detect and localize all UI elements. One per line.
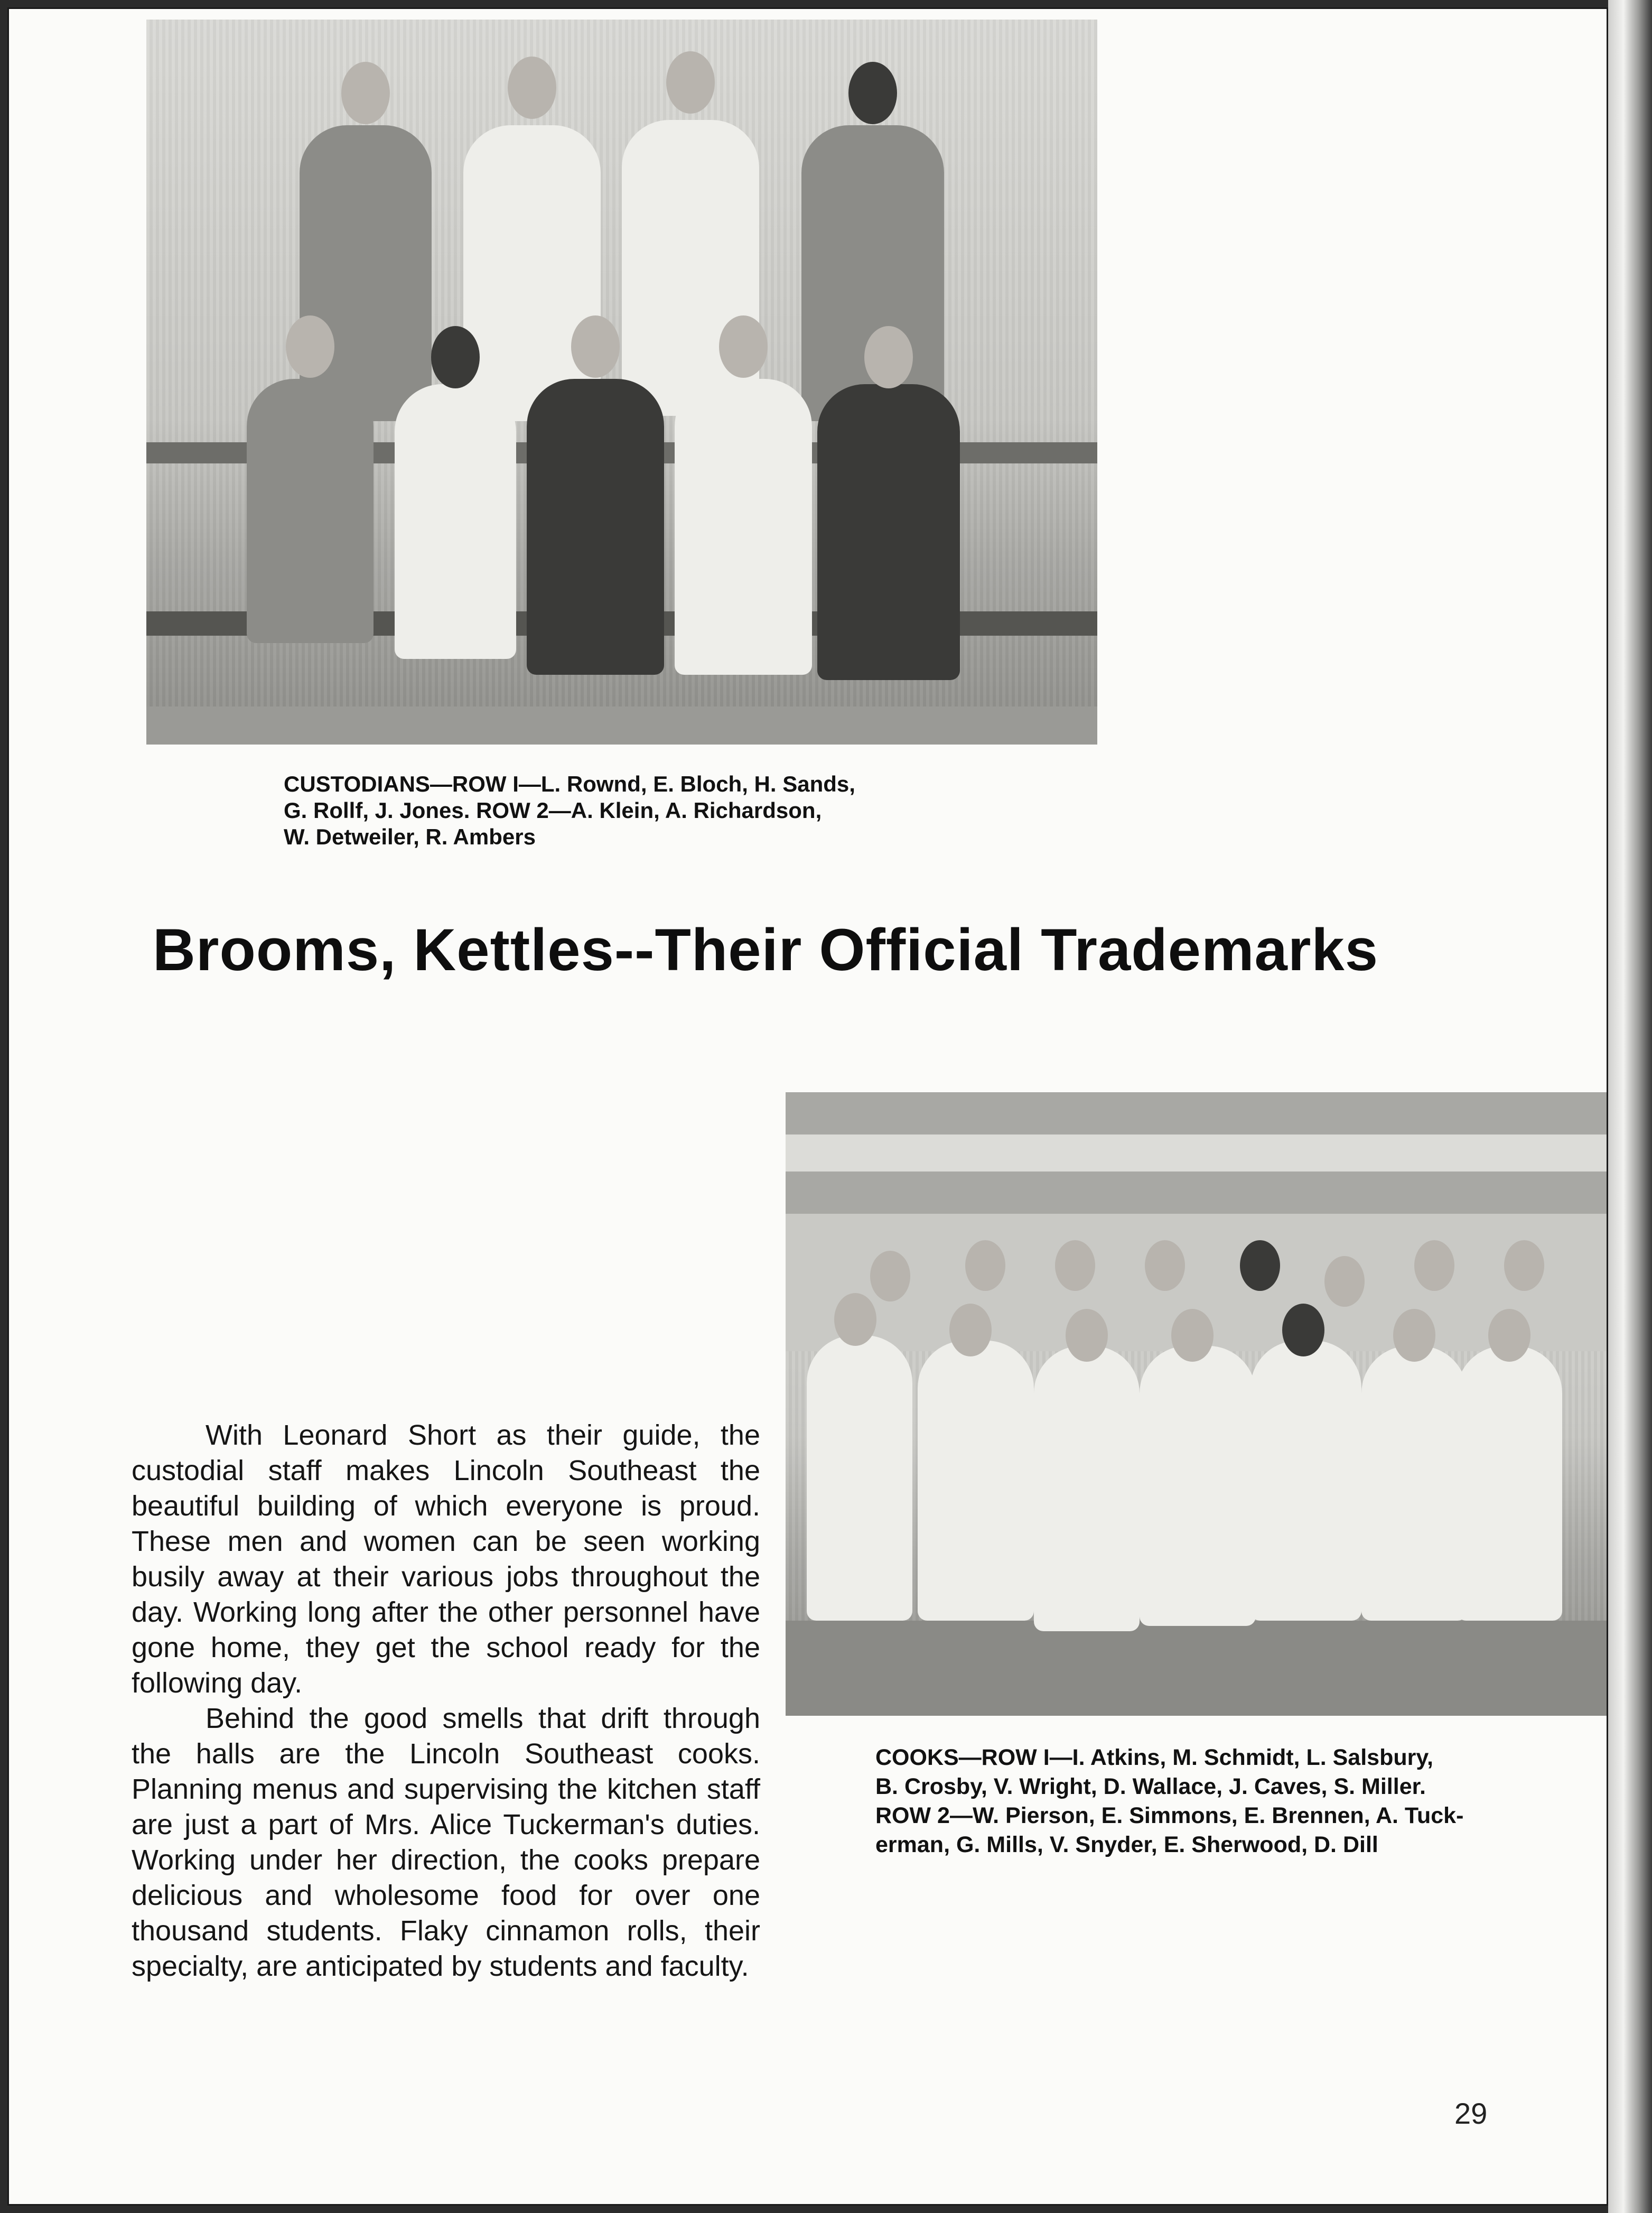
person-head	[508, 57, 556, 119]
person-figure	[1457, 1346, 1562, 1621]
article-paragraph: With Leonard Short as their guide, the custodial staff makes Lincoln Southeast the beautiful building of which everyone is proud. These men and women can be seen working busily away at their various jobs throughout the day. Working long after the other personnel have gone home, they get the school ready for the following day.	[132, 1419, 760, 1699]
person-head	[1282, 1304, 1324, 1356]
yearbook-page	[7, 7, 1608, 2206]
article-paragraph: Behind the good smells that drift through the halls are the Lincoln Southeast cooks. Planning menus and supervising the kitchen staff are just a part of Mrs. Alice Tuckerman's duties. Working under her direction, the cooks prepare delicious and wholesome food for over one thousand students. Flaky cinnamon rolls, their specialty, are anticipated by students and faculty.	[132, 1703, 760, 1982]
person-head	[834, 1293, 876, 1346]
custodians-photo	[146, 20, 1097, 745]
person-figure	[675, 379, 812, 675]
person-head	[341, 62, 390, 124]
photo-window	[786, 1135, 1608, 1171]
person-head	[571, 315, 620, 378]
cooks-caption	[875, 1743, 1463, 1859]
person-head	[1240, 1240, 1280, 1291]
person-head	[1171, 1309, 1214, 1362]
person-head	[870, 1251, 910, 1301]
person-head	[1488, 1309, 1530, 1362]
person-figure	[1361, 1346, 1467, 1621]
person-head	[1393, 1309, 1435, 1362]
person-head	[1055, 1240, 1095, 1291]
person-figure	[395, 384, 516, 659]
person-head	[1504, 1240, 1544, 1291]
person-figure	[1034, 1346, 1140, 1631]
person-head	[965, 1240, 1005, 1291]
person-head	[1145, 1240, 1185, 1291]
person-figure	[817, 384, 960, 680]
person-figure	[527, 379, 664, 675]
person-head	[1066, 1309, 1108, 1362]
person-head	[286, 315, 334, 378]
person-figure	[1250, 1341, 1361, 1621]
page-number: 29	[1454, 2097, 1488, 2130]
person-head	[666, 51, 715, 114]
person-head	[1414, 1240, 1454, 1291]
person-head	[719, 315, 768, 378]
article-body	[132, 1418, 760, 1984]
caption-line: W. Detweiler, R. Ambers	[284, 824, 536, 849]
person-figure	[918, 1341, 1034, 1621]
person-head	[431, 326, 480, 388]
person-head	[848, 62, 897, 124]
custodians-caption	[284, 771, 855, 850]
photo-floor	[146, 706, 1097, 745]
page-gutter	[1608, 0, 1652, 2213]
person-figure	[807, 1335, 912, 1621]
caption-line: COOKS—ROW I—I. Atkins, M. Schmidt, L. Salsbury,	[875, 1745, 1433, 1770]
person-figure	[463, 125, 601, 421]
caption-line: B. Crosby, V. Wright, D. Wallace, J. Caves, S. Miller.	[875, 1774, 1426, 1799]
person-figure	[1140, 1346, 1256, 1626]
person-figure	[247, 379, 374, 643]
caption-line: erman, G. Mills, V. Snyder, E. Sherwood, D. Dill	[875, 1832, 1378, 1857]
cooks-photo	[786, 1092, 1608, 1716]
caption-line: ROW 2—W. Pierson, E. Simmons, E. Brennen, A. Tuck-	[875, 1803, 1464, 1828]
person-head	[949, 1304, 992, 1356]
photo-floor	[786, 1621, 1608, 1716]
person-head	[864, 326, 913, 388]
person-figure	[300, 125, 432, 421]
page-headline: Brooms, Kettles--Their Official Trademarks	[153, 917, 1379, 983]
person-head	[1324, 1256, 1365, 1307]
caption-line: G. Rollf, J. Jones. ROW 2—A. Klein, A. Richardson,	[284, 798, 822, 823]
caption-line: CUSTODIANS—ROW I—L. Rownd, E. Bloch, H. Sands,	[284, 771, 855, 796]
